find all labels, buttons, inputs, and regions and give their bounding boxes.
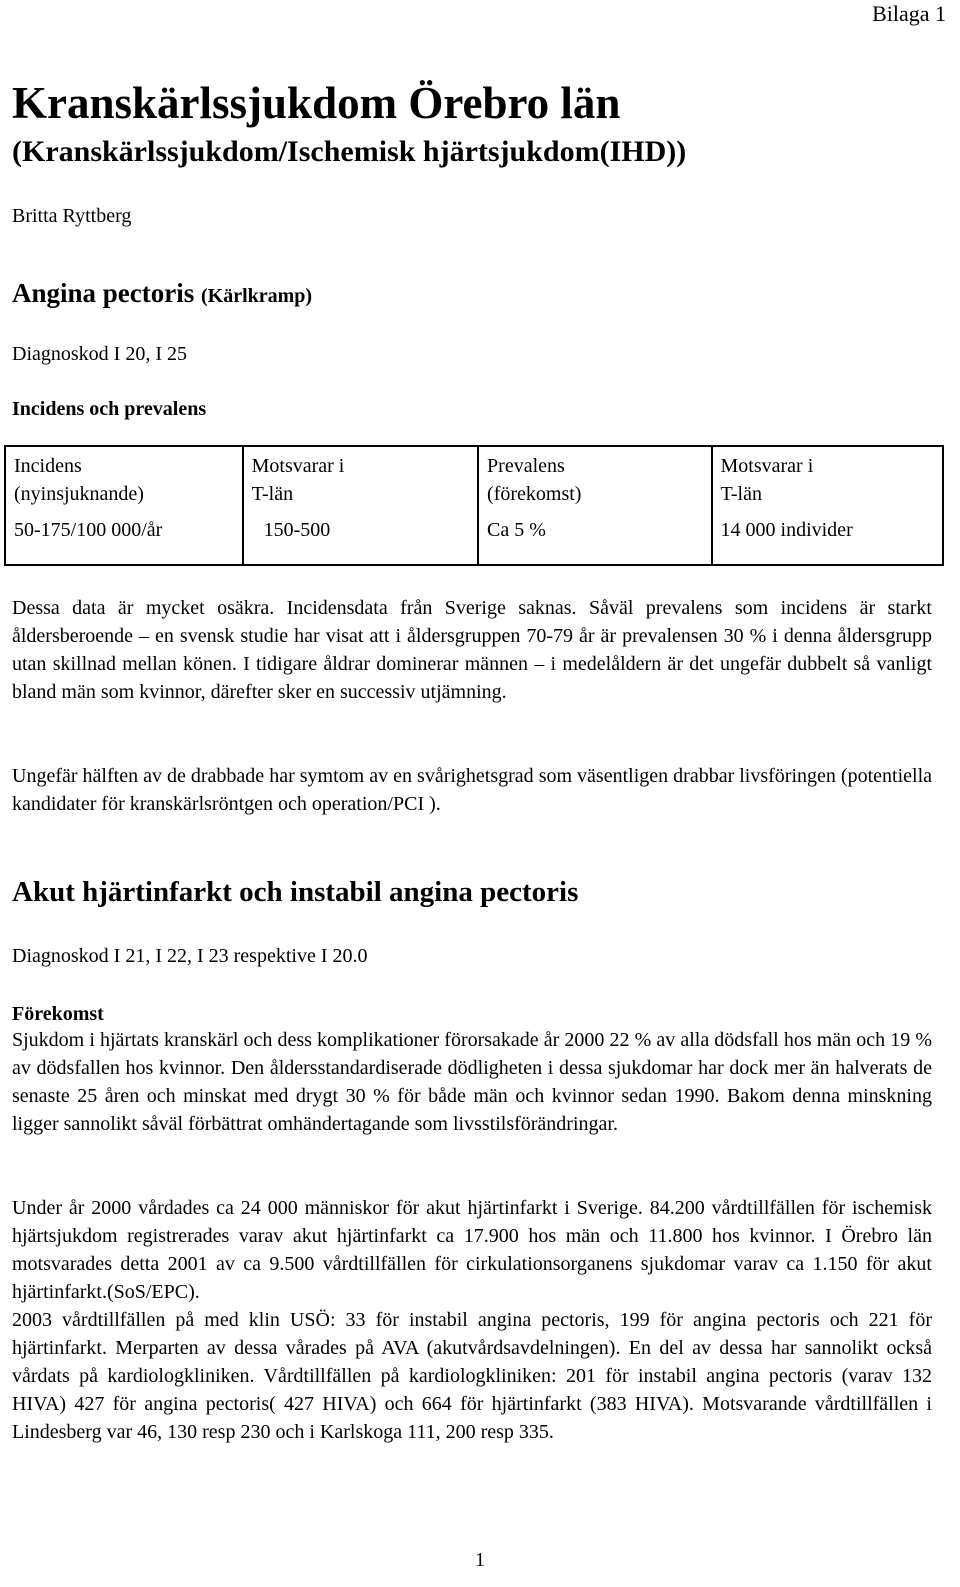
table-cell: 14 000 individer xyxy=(712,516,943,565)
header-line: Motsvarar i xyxy=(720,455,814,477)
paragraph-mortality: Sjukdom i hjärtats kranskärl och dess komplikationer förorsakade år 2000 22 % av alla dödsfall hos män och 19 % av dödsfallen hos kvinnor. Den åldersstandardiserade dödligheten i dessa sjukdomar har dock mer än halverats de senaste 25 åren och minskat med drygt 30 % för både män och kvinnor sedan 1990. Bakom denna minskning ligger sannolikt såväl förbättrat omhändertagande som livsstilsförändringar. xyxy=(12,1029,932,1135)
header-line: (förekomst) xyxy=(487,483,582,505)
section-title-angina-paren: (Kärlkramp) xyxy=(201,285,313,307)
table-header-cell xyxy=(5,446,243,516)
table-row xyxy=(5,516,943,565)
header-line: T-län xyxy=(720,483,762,505)
author-name: Britta Ryttberg xyxy=(12,205,132,227)
table-cell: Ca 5 % xyxy=(478,516,711,565)
section-title-infarction: Akut hjärtinfarkt och instabil angina pectoris xyxy=(12,876,579,908)
header-line: T-län xyxy=(251,483,294,505)
occurrence-heading: Förekomst xyxy=(12,1003,104,1025)
attachment-label: Bilaga 1 xyxy=(872,1,946,26)
table-header-cell xyxy=(243,446,478,516)
diagnosis-codes-infarction: Diagnoskod I 21, I 22, I 23 respektive I 20.0 xyxy=(12,945,368,967)
section-title-angina-text: Angina pectoris xyxy=(12,278,195,308)
page-number: 1 xyxy=(475,1549,485,1571)
paragraph-symptoms: Ungefär hälften av de drabbade har symtom av en svårighetsgrad som väsentligen drabbar livsföringen (potentiella kandidater för kranskärlsröntgen och operation/PCI ). xyxy=(12,765,932,815)
header-line: Incidens xyxy=(14,455,82,477)
header-line: Motsvarar i xyxy=(251,455,345,477)
table-cell: 50-175/100 000/år xyxy=(5,516,243,565)
table-cell: 150-500 xyxy=(243,516,478,565)
header-line: (nyinsjuknande) xyxy=(14,483,144,505)
table-header-cell xyxy=(478,446,711,516)
paragraph-uso-statistics: 2003 vårdtillfällen på med klin USÖ: 33 för instabil angina pectoris, 199 för angina pectoris och 221 för hjärtinfarkt. Merparten av dessa vårades på AVA (akutvårdsavdelningen). En del av dessa har sannolikt också vårdats på kardiologkliniken. Vårdtillfällen på kardiologkliniken: 201 för instabil angina pectoris (varav 132 HIVA) 427 för angina pectoris( 427 HIVA) och 664 för hjärtinfarkt (383 HIVA). Motsvarande vårdtillfällen i Lindesberg var 46, 130 resp 230 och i Karlskoga 111, 200 resp 335. xyxy=(12,1309,932,1443)
header-line: Prevalens xyxy=(487,455,565,477)
incidence-prevalence-table xyxy=(4,445,944,566)
table-header-row xyxy=(5,446,943,516)
section-title-angina xyxy=(12,275,312,314)
paragraph-care-episodes: Under år 2000 vårdades ca 24 000 människor för akut hjärtinfarkt i Sverige. 84.200 vårdtillfällen för ischemisk hjärtsjukdom registrerades varav akut hjärtinfarkt ca 17.900 hos män och 11.800 hos kvinnor. I Örebro län motsvarades detta 2001 av ca 9.500 vårdtillfällen för cirkulationsorganens sjukdomar varav ca 1.150 för akut hjärtinfarkt.(SoS/EPC). xyxy=(12,1197,932,1303)
incidence-prevalence-heading: Incidens och prevalens xyxy=(12,398,207,420)
table-header-cell xyxy=(712,446,943,516)
paragraph-uncertainty: Dessa data är mycket osäkra. Incidensdata från Sverige saknas. Såväl prevalens som incidens är starkt åldersberoende – en svensk studie har visat att i åldersgruppen 70-79 år är prevalensen 30 % i denna åldersgrupp utan skillnad mellan könen. I tidigare åldrar dominerar männen – i medelåldern är det ungefär dubbelt så vanligt bland män som kvinnor, därefter sker en successiv utjämning. xyxy=(12,597,932,703)
document-title: Kranskärlssjukdom Örebro län xyxy=(12,78,621,128)
document-subtitle: (Kranskärlssjukdom/Ischemisk hjärtsjukdom(IHD)) xyxy=(12,135,687,168)
diagnosis-codes-angina: Diagnoskod I 20, I 25 xyxy=(12,343,187,365)
